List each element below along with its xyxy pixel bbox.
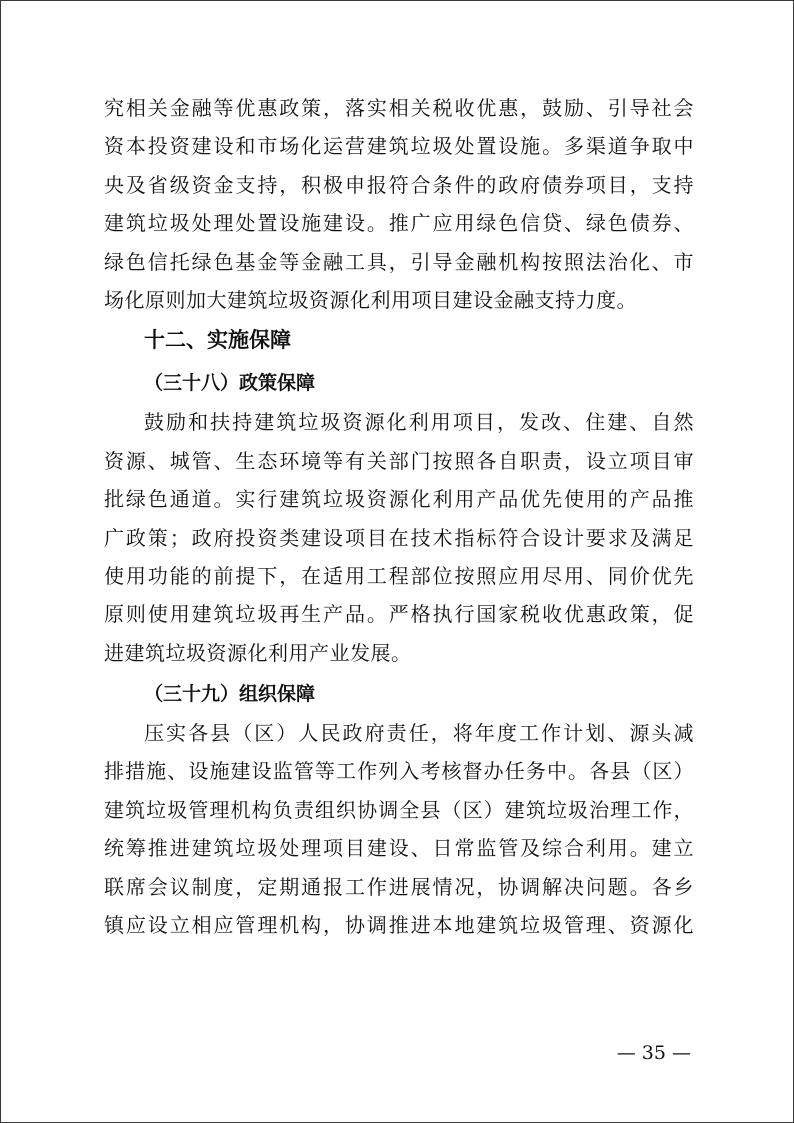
page-body [104,89,694,944]
paragraph-line: 场化原则加大建筑垃圾资源化利用项目建设金融支持力度。 [104,287,637,312]
paragraph-line: 鼓励和扶持建筑垃圾资源化利用项目，发改、住建、自然 [144,410,694,435]
organization-paragraph [104,714,694,944]
paragraph-line: 央及省级资金支持，积极申报符合条件的政府债券项目，支持 [104,172,694,197]
paragraph-line: 排措施、设施建设监管等工作列入考核督办任务中。各县（区） [104,759,694,784]
paragraph-line: 进建筑垃圾资源化利用产业发展。 [104,640,412,665]
paragraph-line: 原则使用建筑垃圾再生产品。严格执行国家税收优惠政策，促 [104,602,694,627]
subsection-heading-39: （三十九）组织保障 [144,683,316,706]
paragraph-line: 压实各县（区）人民政府责任，将年度工作计划、源头减 [144,721,694,746]
paragraph-line: 镇应设立相应管理机构，协调推进本地建筑垃圾管理、资源化 [104,913,694,938]
paragraph-line: 绿色信托绿色基金等金融工具，引导金融机构按照法治化、市 [104,249,694,274]
paragraph-line: 批绿色通道。实行建筑垃圾资源化利用产品优先使用的产品推 [104,487,694,512]
page-number: — 35 — [616,1042,691,1064]
paragraph-line: 究相关金融等优惠政策，落实相关税收优惠，鼓励、引导社会 [104,96,694,120]
policy-paragraph [104,403,694,672]
paragraph-line: 资源、城管、生态环境等有关部门按照各自职责，设立项目审 [104,448,694,473]
intro-paragraph [104,89,694,319]
paragraph-line: 广政策；政府投资类建设项目在技术指标符合设计要求及满足 [104,525,694,550]
paragraph-line: 资本投资建设和市场化运营建筑垃圾处置设施。多渠道争取中 [104,134,694,159]
section-heading: 十二、实施保障 [144,328,291,353]
paragraph-line: 统筹推进建筑垃圾处理项目建设、日常监管及综合利用。建立 [104,836,694,861]
paragraph-line: 联席会议制度，定期通报工作进展情况，协调解决问题。各乡 [104,874,694,899]
subsection-heading-38: （三十八）政策保障 [144,372,316,395]
paragraph-line: 建筑垃圾处理处置设施建设。推广应用绿色信贷、绿色债券、 [104,211,694,236]
paragraph-line: 使用功能的前提下，在适用工程部位按照应用尽用、同价优先 [104,563,694,588]
paragraph-line: 建筑垃圾管理机构负责组织协调全县（区）建筑垃圾治理工作， [104,797,694,822]
